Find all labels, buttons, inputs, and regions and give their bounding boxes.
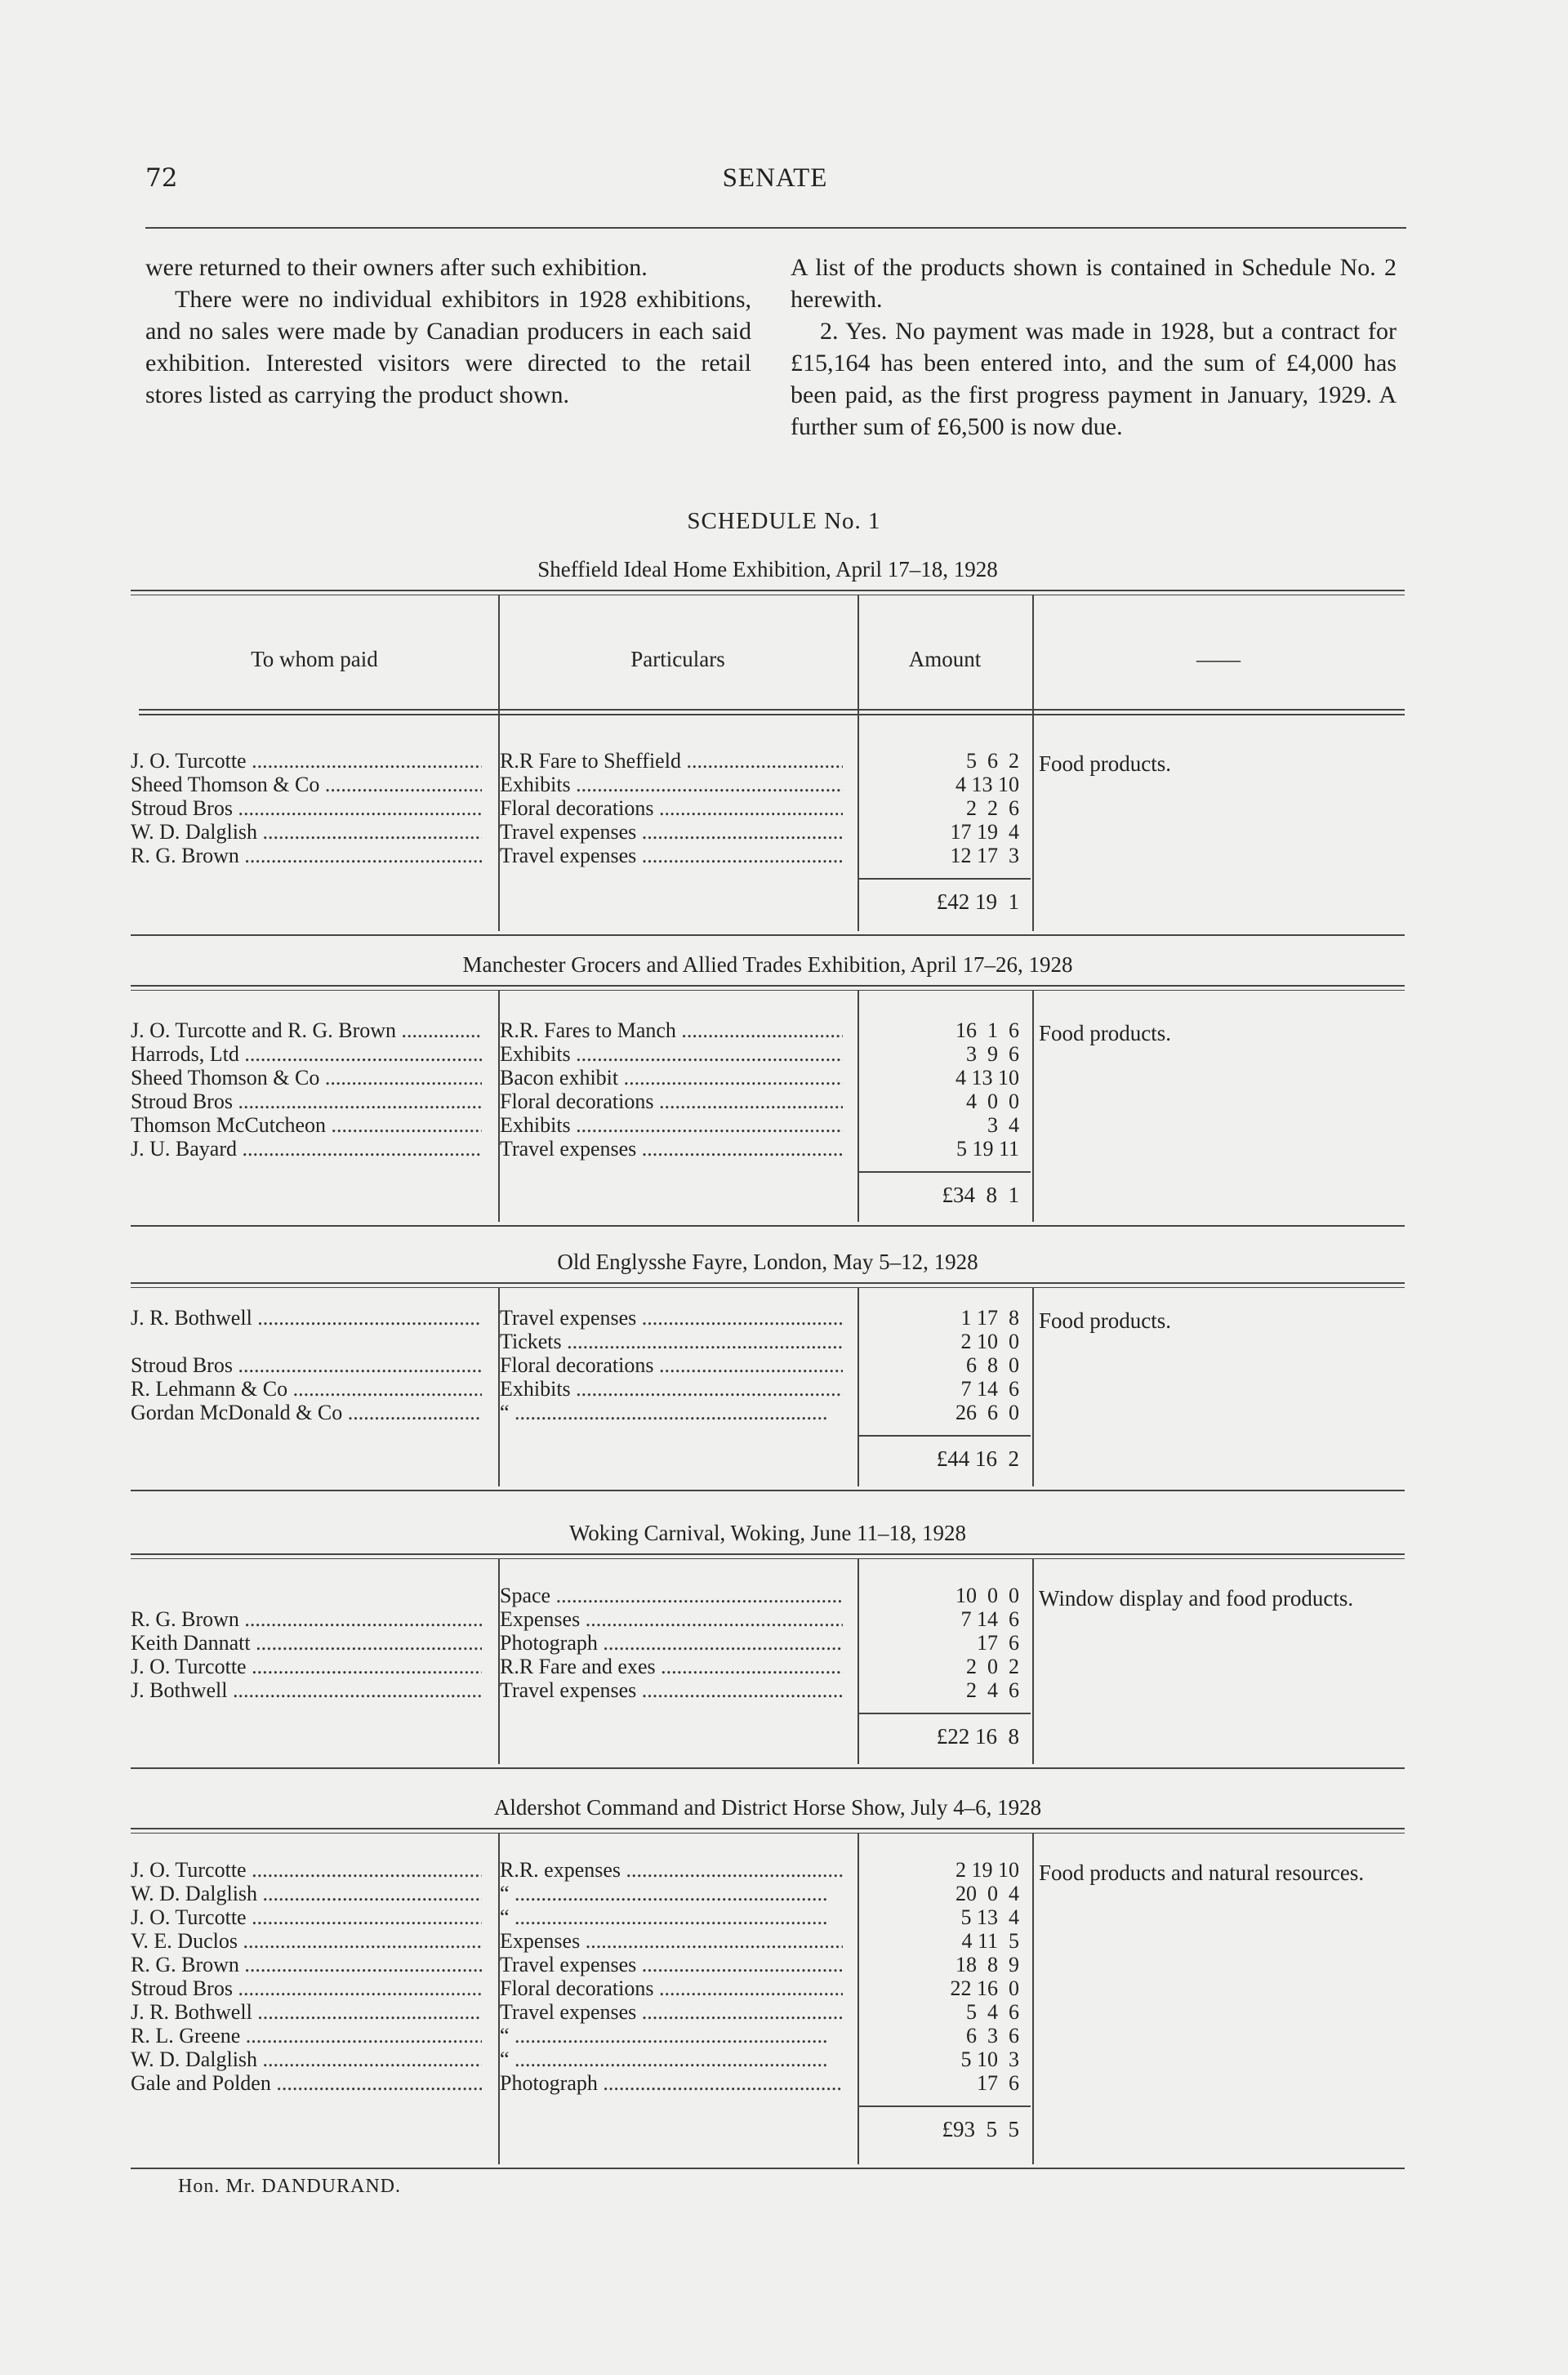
particulars-cell: “ ..... xyxy=(500,1883,843,1905)
section-bottom-rule xyxy=(131,2168,1405,2169)
payee-cell: Stroud Bros ..... xyxy=(131,797,482,820)
exhibition-title-rule xyxy=(131,985,1405,991)
total-amount: £22 16 8 xyxy=(936,1724,1019,1749)
column-header-who: To whom paid xyxy=(251,647,378,671)
exhibition-title: Old Englysshe Fayre, London, May 5–12, 1928 xyxy=(557,1250,978,1274)
table-row xyxy=(131,1378,1032,1401)
amount-cell: 2 19 10 xyxy=(956,1858,1019,1882)
exhibition-title: Aldershot Command and District Horse Show, July 4–6, 1928 xyxy=(493,1795,1042,1820)
table-row xyxy=(131,1138,1032,1161)
particulars-cell: “ ..... xyxy=(500,1401,843,1424)
section-bottom-rule xyxy=(131,1490,1405,1491)
left-paragraph-1: were returned to their owners after such exhibition. xyxy=(145,254,648,281)
remarks-cell: Window display and food products. xyxy=(1039,1586,1354,1611)
left-paragraph-2: There were no individual exhibitors in 1928 exhibitions, and no sales were made by Canadian producers in each said exhibition. Interested visitors were directed to the retail stores listed as carrying the product shown. xyxy=(145,286,751,408)
column-rule xyxy=(1032,1833,1034,2164)
particulars-cell: “ ..... xyxy=(500,1906,843,1929)
payee-cell: J. O. Turcotte ..... xyxy=(131,1859,482,1882)
table-row xyxy=(131,797,1032,820)
total-rule xyxy=(858,2105,1031,2107)
amount-cell: 6 8 0 xyxy=(966,1353,1019,1377)
column-header-rule xyxy=(139,709,1405,711)
table-row xyxy=(131,1655,1032,1678)
section-bottom-rule xyxy=(131,1225,1405,1227)
table-row xyxy=(131,1067,1032,1089)
particulars-cell: Space ..... xyxy=(500,1584,843,1607)
particulars-cell: Expenses ..... xyxy=(500,1930,843,1953)
payee-cell: Thomson McCutcheon ..... xyxy=(131,1114,482,1137)
table-row xyxy=(131,1930,1032,1953)
payee-cell: W. D. Dalglish ..... xyxy=(131,2048,482,2071)
payee-cell: R. Lehmann & Co ..... xyxy=(131,1378,482,1401)
amount-cell: 4 11 5 xyxy=(961,1929,1019,1953)
payee-cell: Gordan McDonald & Co ..... xyxy=(131,1401,482,1424)
page-header xyxy=(145,163,1405,204)
amount-cell: 4 13 10 xyxy=(956,1066,1019,1089)
payee-cell: V. E. Duclos ..... xyxy=(131,1930,482,1953)
exhibition-section xyxy=(131,557,1405,939)
page-number: 72 xyxy=(145,163,178,193)
table-row xyxy=(131,1307,1032,1330)
amount-cell: 7 14 6 xyxy=(960,1607,1019,1631)
particulars-cell: Floral decorations ..... xyxy=(500,797,843,820)
column-rule xyxy=(1032,1287,1034,1486)
particulars-cell: Travel expenses ..... xyxy=(500,1138,843,1161)
payee-cell: J. O. Turcotte ..... xyxy=(131,1906,482,1929)
total-amount: £93 5 5 xyxy=(942,2117,1019,2141)
remarks-cell: Food products. xyxy=(1039,751,1171,776)
total-rule xyxy=(858,1713,1031,1714)
amount-cell: 1 17 8 xyxy=(960,1306,1019,1330)
section-bottom-rule xyxy=(131,1767,1405,1769)
particulars-cell: R.R. Fares to Manch ..... xyxy=(500,1019,843,1042)
amount-cell: 22 16 0 xyxy=(950,1976,1019,2000)
amount-cell: 5 10 3 xyxy=(960,2047,1019,2071)
exhibition-section xyxy=(131,1250,1405,1495)
amount-cell: 2 4 6 xyxy=(966,1678,1019,1702)
amount-cell: 17 6 xyxy=(977,1631,1019,1655)
table-row xyxy=(131,1043,1032,1066)
particulars-cell: Bacon exhibit ..... xyxy=(500,1067,843,1089)
payee-cell: J. U. Bayard ..... xyxy=(131,1138,482,1161)
amount-cell: 3 9 6 xyxy=(966,1042,1019,1066)
exhibition-title: Woking Carnival, Woking, June 11–18, 1928 xyxy=(568,1521,967,1545)
payee-cell: R. G. Brown ..... xyxy=(131,1954,482,1976)
payee-cell: Keith Dannatt ..... xyxy=(131,1632,482,1655)
amount-cell: 17 19 4 xyxy=(950,820,1019,844)
exhibition-section xyxy=(131,1521,1405,1772)
exhibition-title-rule xyxy=(131,1553,1405,1559)
table-row xyxy=(131,1632,1032,1655)
column-header-particulars: Particulars xyxy=(630,647,725,671)
table-row xyxy=(131,2072,1032,2095)
right-paragraph-2: 2. Yes. No payment was made in 1928, but a contract for £15,164 has been entered into, and the sum of £4,000 has been paid, as the first progress payment in January, 1929. A further sum of £6,500 is now due. xyxy=(791,318,1396,440)
column-header-amount: Amount xyxy=(908,647,982,671)
particulars-cell: Floral decorations ..... xyxy=(500,1977,843,2000)
amount-cell: 16 1 6 xyxy=(956,1018,1019,1042)
amount-cell: 6 3 6 xyxy=(966,2024,1019,2047)
footer-signature: Hon. Mr. DANDURAND. xyxy=(178,2176,402,2197)
table-row xyxy=(131,844,1032,867)
payee-cell: J. O. Turcotte ..... xyxy=(131,750,482,773)
table-row xyxy=(131,1977,1032,2000)
table-row xyxy=(131,1954,1032,1976)
exhibition-section xyxy=(131,1795,1405,2172)
column-rule xyxy=(1032,1558,1034,1764)
payee-cell: J. O. Turcotte and R. G. Brown ..... xyxy=(131,1019,482,1042)
payee-cell: W. D. Dalglish ..... xyxy=(131,1883,482,1905)
payee-cell: R. G. Brown ..... xyxy=(131,1608,482,1631)
amount-cell: 12 17 3 xyxy=(950,844,1019,867)
amount-cell: 2 2 6 xyxy=(966,796,1019,820)
particulars-cell: “ ..... xyxy=(500,2025,843,2047)
column-header-rule xyxy=(139,714,1405,715)
total-rule xyxy=(858,1435,1031,1437)
amount-cell: 4 0 0 xyxy=(966,1089,1019,1113)
payee-cell: J. R. Bothwell ..... xyxy=(131,1307,482,1330)
table-row xyxy=(131,2001,1032,2024)
payee-cell: Sheed Thomson & Co ..... xyxy=(131,1067,482,1089)
payee-cell: Sheed Thomson & Co ..... xyxy=(131,773,482,796)
exhibition-title-rule xyxy=(131,1828,1405,1834)
amount-cell: 5 4 6 xyxy=(966,2000,1019,2024)
particulars-cell: Travel expenses ..... xyxy=(500,1954,843,1976)
table-row xyxy=(131,2048,1032,2071)
table-row xyxy=(131,1114,1032,1137)
table-row xyxy=(131,1584,1032,1607)
right-paragraph-1: A list of the products shown is contained in Schedule No. 2 herewith. xyxy=(791,254,1396,313)
table-row xyxy=(131,1401,1032,1424)
total-amount: £44 16 2 xyxy=(936,1446,1019,1471)
table-row xyxy=(131,1019,1032,1042)
left-column xyxy=(145,252,751,411)
remarks-cell: Food products and natural resources. xyxy=(1039,1860,1365,1885)
exhibition-section xyxy=(131,952,1405,1230)
table-row xyxy=(131,2025,1032,2047)
section-bottom-rule xyxy=(131,934,1405,936)
particulars-cell: Exhibits ..... xyxy=(500,1378,843,1401)
table-row xyxy=(131,1906,1032,1929)
total-amount: £42 19 1 xyxy=(936,889,1019,914)
remarks-cell: Food products. xyxy=(1039,1021,1171,1045)
particulars-cell: Floral decorations ..... xyxy=(500,1354,843,1377)
amount-cell: 5 6 2 xyxy=(966,749,1019,773)
header-rule xyxy=(145,227,1406,229)
particulars-cell: “ ..... xyxy=(500,2048,843,2071)
column-rule xyxy=(1032,990,1034,1222)
particulars-cell: Travel expenses ..... xyxy=(500,1307,843,1330)
payee-cell: Harrods, Ltd ..... xyxy=(131,1043,482,1066)
table-row xyxy=(131,1090,1032,1113)
total-amount: £34 8 1 xyxy=(942,1183,1019,1207)
page-title: SENATE xyxy=(722,163,828,193)
total-rule xyxy=(858,878,1031,880)
remarks-cell: Food products. xyxy=(1039,1308,1171,1333)
table-row xyxy=(131,773,1032,796)
particulars-cell: Travel expenses ..... xyxy=(500,844,843,867)
payee-cell: Stroud Bros ..... xyxy=(131,1354,482,1377)
particulars-cell: Travel expenses ..... xyxy=(500,2001,843,2024)
particulars-cell: Tickets ..... xyxy=(500,1330,843,1353)
amount-cell: 7 14 6 xyxy=(960,1377,1019,1401)
payee-cell: R. G. Brown ..... xyxy=(131,844,482,867)
particulars-cell: Expenses ..... xyxy=(500,1608,843,1631)
table-row xyxy=(131,750,1032,773)
particulars-cell: R.R. expenses ..... xyxy=(500,1859,843,1882)
schedule-title: SCHEDULE No. 1 xyxy=(687,508,881,534)
table-row xyxy=(131,1859,1032,1882)
table-row xyxy=(131,1330,1032,1353)
amount-cell: 18 8 9 xyxy=(956,1953,1019,1976)
particulars-cell: R.R Fare to Sheffield ..... xyxy=(500,750,843,773)
table-row xyxy=(131,1608,1032,1631)
table-row xyxy=(131,1883,1032,1905)
amount-cell: 17 6 xyxy=(977,2071,1019,2095)
payee-cell: J. R. Bothwell ..... xyxy=(131,2001,482,2024)
payee-cell: J. O. Turcotte ..... xyxy=(131,1655,482,1678)
table-row xyxy=(131,821,1032,844)
exhibition-title: Manchester Grocers and Allied Trades Exhibition, April 17–26, 1928 xyxy=(462,952,1073,977)
amount-cell: 2 10 0 xyxy=(960,1330,1019,1353)
particulars-cell: Exhibits ..... xyxy=(500,1114,843,1137)
particulars-cell: Travel expenses ..... xyxy=(500,1679,843,1702)
payee-cell: Stroud Bros ..... xyxy=(131,1977,482,2000)
particulars-cell: Exhibits ..... xyxy=(500,773,843,796)
payee-cell: J. Bothwell ..... xyxy=(131,1679,482,1702)
particulars-cell: Travel expenses ..... xyxy=(500,821,843,844)
amount-cell: 5 19 11 xyxy=(956,1137,1019,1161)
total-rule xyxy=(858,1171,1031,1173)
particulars-cell: Photograph ..... xyxy=(500,2072,843,2095)
payee-cell: Stroud Bros ..... xyxy=(131,1090,482,1113)
amount-cell: 10 0 0 xyxy=(956,1584,1019,1607)
table-row xyxy=(131,1679,1032,1702)
particulars-cell: R.R Fare and exes ..... xyxy=(500,1655,843,1678)
particulars-cell: Photograph ..... xyxy=(500,1632,843,1655)
particulars-cell: Exhibits ..... xyxy=(500,1043,843,1066)
payee-cell: W. D. Dalglish ..... xyxy=(131,821,482,844)
particulars-cell: Floral decorations ..... xyxy=(500,1090,843,1113)
column-header-remarks: —— xyxy=(1196,647,1241,671)
amount-cell: 5 13 4 xyxy=(960,1905,1019,1929)
amount-cell: 26 6 0 xyxy=(956,1401,1019,1424)
payee-cell: R. L. Greene ..... xyxy=(131,2025,482,2047)
amount-cell: 3 4 xyxy=(987,1113,1019,1137)
exhibition-title-rule xyxy=(131,590,1405,595)
amount-cell: 4 13 10 xyxy=(956,773,1019,796)
column-rule xyxy=(1032,595,1034,931)
exhibition-title-rule xyxy=(131,1282,1405,1288)
right-column xyxy=(791,252,1396,443)
payee-cell: Gale and Polden ..... xyxy=(131,2072,482,2095)
table-row xyxy=(131,1354,1032,1377)
amount-cell: 2 0 2 xyxy=(966,1655,1019,1678)
exhibition-title: Sheffield Ideal Home Exhibition, April 17–18, 1928 xyxy=(537,557,998,581)
amount-cell: 20 0 4 xyxy=(956,1882,1019,1905)
